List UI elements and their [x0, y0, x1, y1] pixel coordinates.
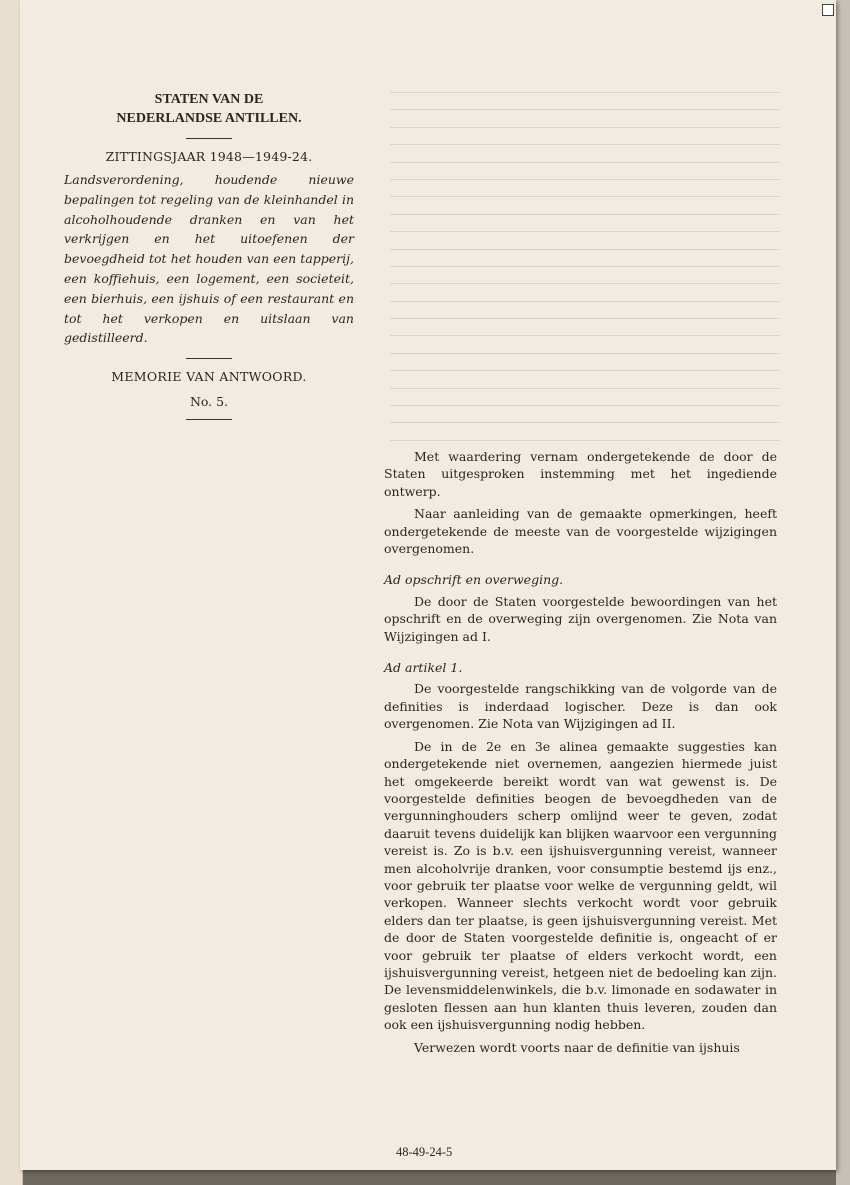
corner-registration-mark [822, 4, 834, 16]
bleed-through-text [390, 92, 780, 452]
print-code: 48-49-24-5 [396, 1145, 453, 1159]
session-year: ZITTINGSJAAR 1948—1949-24. [105, 149, 313, 164]
body-column [384, 448, 777, 1061]
header-column [64, 90, 354, 430]
memo-title: MEMORIE VAN ANTWOORD. [111, 369, 307, 385]
bill-subject: Landsverordening, houdende nieuwe bepalingen tot regeling van de kleinhandel in alcoholhoudende dranken en van het verkrijgen en het uitoefenen der bevoegdheid tot het houden van een tapperij, een koffiehuis, een logement, een societeit, een bierhuis, een ijshuis of een restaurant en tot het verkopen en uitslaan van gedistilleerd. [64, 172, 354, 346]
divider [186, 419, 232, 420]
section-heading: Ad artikel 1. [384, 660, 463, 676]
scanner-background [836, 0, 850, 1185]
parliament-name-line2: NEDERLANDSE ANTILLEN. [116, 111, 302, 126]
paragraph: Met waardering vernam ondergetekende de door de Staten uitgesproken instemming met het ingediende ontwerp. [384, 449, 777, 499]
parliament-name-line1: STATEN VAN DE [154, 92, 264, 107]
divider [186, 138, 232, 139]
document-page [20, 0, 836, 1170]
section-heading: Ad opschrift en overweging. [384, 572, 564, 588]
document-number: No. 5. [189, 394, 229, 410]
paragraph: De voorgestelde rangschikking van de volgorde van de definities is inderdaad logischer. Deze is dan ook overgenomen. Zie Nota van Wijzigingen ad II. [384, 681, 777, 732]
divider [186, 358, 232, 359]
paragraph: Verwezen wordt voorts naar de definitie van ijshuis [414, 1039, 740, 1055]
paragraph: De door de Staten voorgestelde bewoordingen van het opschrift en de overweging zijn overgenomen. Zie Nota van Wijzigingen ad I. [384, 593, 777, 644]
paragraph: Naar aanleiding van de gemaakte opmerkingen, heeft ondergetekende de meeste van de voorgestelde wijzigingen overgenomen. [384, 506, 777, 557]
paragraph: De in de 2e en 3e alinea gemaakte suggesties kan ondergetekende niet overnemen, aangezien hiermede juist het omgekeerde bereikt wordt van wat gewenst is. De voorgestelde definities beogen de bevoegdheden van de vergunninghouders scherp omlijnd weer te geven, zodat daaruit tevens duidelijk kan blijken waarvoor een vergunning vereist is. Zo is b.v. een ijshuisvergunning vereist, wanneer men alcoholvrije dranken, voor consumptie bestemd ijs enz., voor gebruik ter plaatse voor welke de vergunning geldt, wil verkopen. Wanneer slechts verkocht wordt voor gebruik elders dan ter plaatse, is geen ijshuisvergunning vereist. Met de door de Staten voorgestelde definitie is, ongeacht of er voor gebruik ter plaatse of elders verkocht wordt, een ijshuisvergunning vereist, hetgeen niet de bedoeling kan zijn. De levensmiddelenwinkels, die b.v. limonade en sodawater in gesloten flessen aan hun klanten thuis leveren, zouden dan ook een ijshuisvergunning nodig hebben. [384, 738, 777, 1033]
